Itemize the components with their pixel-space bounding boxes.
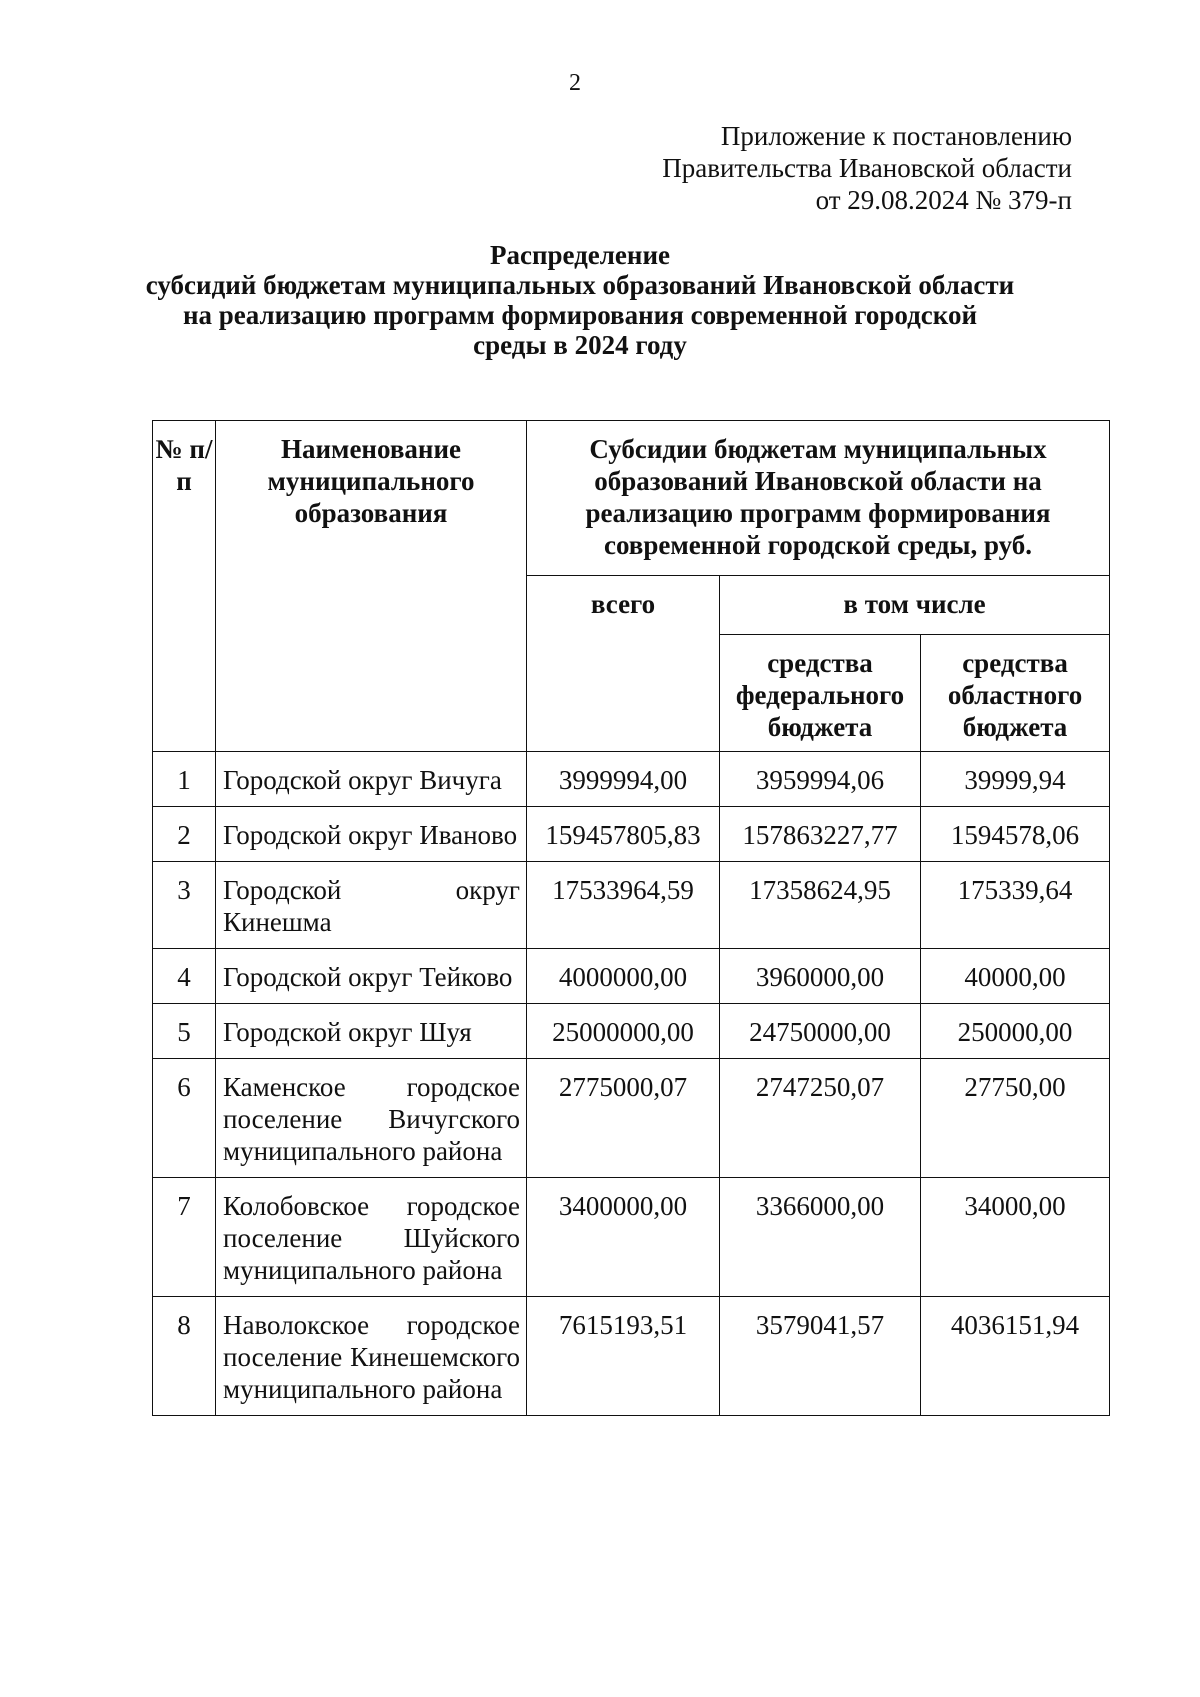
appendix-date-number: от 29.08.2024 № 379-п	[815, 185, 1072, 215]
row-num: 8	[153, 1297, 216, 1416]
row-name: Каменское городское поселение Вичугского муниципального района	[216, 1059, 527, 1178]
appendix-block	[662, 120, 1072, 216]
document-title	[140, 240, 1020, 360]
table-row	[153, 1178, 1110, 1297]
title-line: Распределение	[489, 240, 671, 270]
row-regional: 175339,64	[921, 862, 1110, 949]
row-name: Наволокское городское поселение Кинешемского муниципального района	[216, 1297, 527, 1416]
table-row	[153, 1004, 1110, 1059]
row-num: 2	[153, 807, 216, 862]
row-regional: 4036151,94	[921, 1297, 1110, 1416]
row-regional: 27750,00	[921, 1059, 1110, 1178]
title-line: среды в 2024 году	[473, 330, 687, 360]
row-name: Городской округ Иваново	[216, 807, 527, 862]
row-federal: 3579041,57	[720, 1297, 921, 1416]
row-total: 25000000,00	[527, 1004, 720, 1059]
table-row	[153, 862, 1110, 949]
row-regional: 250000,00	[921, 1004, 1110, 1059]
row-federal: 157863227,77	[720, 807, 921, 862]
header-including: в том числе	[720, 576, 1110, 635]
subsidy-table	[152, 420, 1110, 1416]
row-federal: 3959994,06	[720, 752, 921, 807]
header-total: всего	[527, 576, 720, 752]
row-total: 7615193,51	[527, 1297, 720, 1416]
row-name: Городской округ Шуя	[216, 1004, 527, 1059]
row-num: 7	[153, 1178, 216, 1297]
row-regional: 34000,00	[921, 1178, 1110, 1297]
title-line: субсидий бюджетам муниципальных образований Ивановской области	[145, 270, 1015, 300]
row-total: 159457805,83	[527, 807, 720, 862]
row-total: 3999994,00	[527, 752, 720, 807]
header-federal: средства федерального бюджета	[720, 635, 921, 752]
table-row	[153, 752, 1110, 807]
row-regional: 1594578,06	[921, 807, 1110, 862]
table-row	[153, 949, 1110, 1004]
row-federal: 3960000,00	[720, 949, 921, 1004]
header-regional: средства областного бюджета	[921, 635, 1110, 752]
table-row	[153, 1297, 1110, 1416]
table-row	[153, 807, 1110, 862]
row-num: 5	[153, 1004, 216, 1059]
row-name: Городской округ Тейково	[216, 949, 527, 1004]
page-number: 2	[569, 70, 581, 96]
row-federal: 2747250,07	[720, 1059, 921, 1178]
header-subsidy: Субсидии бюджетам муниципальных образований Ивановской области на реализацию программ формирования современной городской среды, руб.	[527, 421, 1110, 576]
title-line: на реализацию программ формирования современной городской	[182, 300, 978, 330]
row-regional: 39999,94	[921, 752, 1110, 807]
row-name: Колобовское городское поселение Шуйского муниципального района	[216, 1178, 527, 1297]
row-num: 6	[153, 1059, 216, 1178]
row-total: 3400000,00	[527, 1178, 720, 1297]
row-num: 1	[153, 752, 216, 807]
row-name: Городской округ Кинешма	[216, 862, 527, 949]
header-row	[153, 421, 1110, 576]
table-row	[153, 1059, 1110, 1178]
row-total: 4000000,00	[527, 949, 720, 1004]
row-federal: 24750000,00	[720, 1004, 921, 1059]
header-name: Наименование муниципального образования	[216, 421, 527, 752]
row-federal: 3366000,00	[720, 1178, 921, 1297]
row-total: 17533964,59	[527, 862, 720, 949]
row-total: 2775000,07	[527, 1059, 720, 1178]
header-num: № п/п	[153, 421, 216, 752]
row-num: 3	[153, 862, 216, 949]
row-num: 4	[153, 949, 216, 1004]
appendix-line: Правительства Ивановской области	[662, 153, 1072, 183]
row-name: Городской округ Вичуга	[216, 752, 527, 807]
row-regional: 40000,00	[921, 949, 1110, 1004]
appendix-line: Приложение к постановлению	[720, 121, 1072, 151]
row-federal: 17358624,95	[720, 862, 921, 949]
